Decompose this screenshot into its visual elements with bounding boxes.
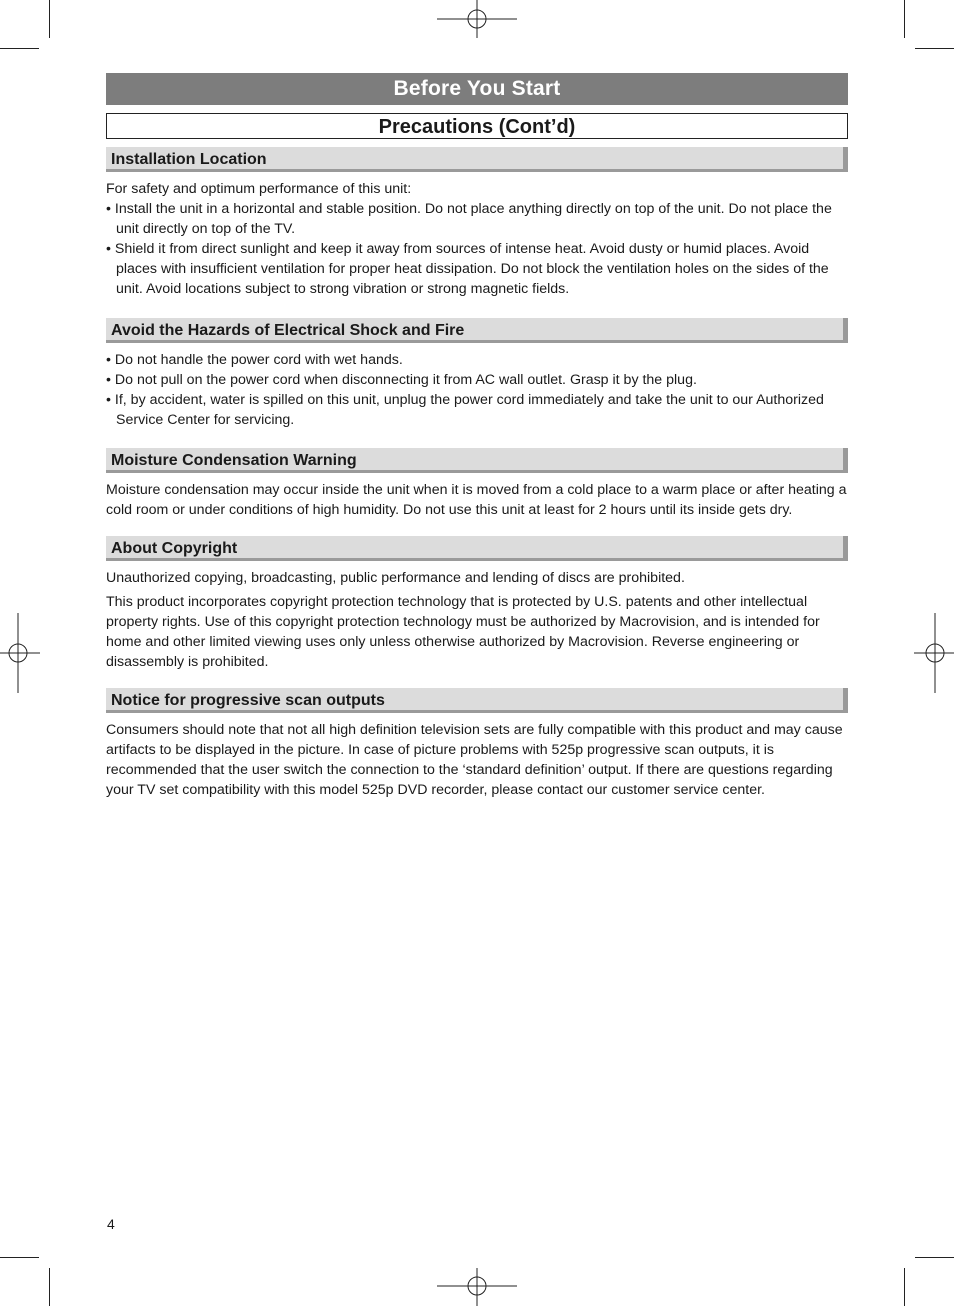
- bullet-item: • Do not pull on the power cord when disconnecting it from AC wall outlet. Grasp it by the plug.: [106, 372, 697, 388]
- crop-mark: [49, 0, 50, 38]
- section-body: [106, 568, 848, 672]
- paragraph: Unauthorized copying, broadcasting, public performance and lending of discs are prohibited.: [106, 570, 685, 586]
- section-heading: Installation Location: [106, 147, 848, 172]
- registration-mark-icon: [437, 1266, 517, 1306]
- registration-mark-icon: [437, 0, 517, 40]
- page-content: [106, 73, 848, 800]
- crop-mark: [904, 0, 905, 38]
- section-heading: Notice for progressive scan outputs: [106, 688, 848, 713]
- crop-mark: [0, 1257, 39, 1258]
- paragraph: For safety and optimum performance of this unit:: [106, 181, 412, 197]
- section-heading: Avoid the Hazards of Electrical Shock and Fire: [106, 318, 848, 343]
- crop-mark: [915, 48, 954, 49]
- chapter-banner: Before You Start: [106, 73, 848, 105]
- crop-mark: [915, 1257, 954, 1258]
- page-number: 4: [107, 1216, 115, 1232]
- registration-mark-icon: [914, 613, 954, 693]
- bullet-item: • Shield it from direct sunlight and keep it away from sources of intense heat. Avoid dusty or humid places. Avoid places with insufficient ventilation for proper heat dissipation. Do not block the ventilation holes on the sides of the unit. Avoid locations subject to strong vibration or strong magnetic fields.: [106, 241, 829, 297]
- crop-mark: [0, 48, 39, 49]
- page-title: Precautions (Cont’d): [106, 113, 848, 139]
- paragraph: Consumers should note that not all high definition television sets are fully compatible with this product and may cause artifacts to be displayed in the picture. In case of picture problems with 525p progressive scan outputs, it is recommended that the user switch the connection to the ‘standard definition’ output. If there are questions regarding your TV set compatibility with this model 525p DVD recorder, please contact our customer service center.: [106, 722, 843, 798]
- section-heading: Moisture Condensation Warning: [106, 448, 848, 473]
- registration-mark-icon: [0, 613, 40, 693]
- section-body: [106, 179, 848, 299]
- section-body: [106, 720, 848, 800]
- section-body: [106, 350, 848, 430]
- paragraph: This product incorporates copyright protection technology that is protected by U.S. patents and other intellectual property rights. Use of this copyright protection technology must be authorized by Macrovision, and is intended for home and other limited viewing uses only unless otherwise authorized by Macrovision. Reverse engineering or disassembly is prohibited.: [106, 594, 820, 670]
- bullet-item: • Install the unit in a horizontal and stable position. Do not place anything directly on top of the unit. Do not place the unit directly on top of the TV.: [106, 201, 832, 237]
- crop-mark: [49, 1268, 50, 1306]
- section-heading: About Copyright: [106, 536, 848, 561]
- paragraph: Moisture condensation may occur inside the unit when it is moved from a cold place to a warm place or after heating a cold room or under conditions of high humidity. Do not use this unit at least for 2 hours until its inside gets dry.: [106, 482, 847, 518]
- bullet-item: • If, by accident, water is spilled on this unit, unplug the power cord immediately and take the unit to our Authorized Service Center for servicing.: [106, 392, 824, 428]
- section-body: [106, 480, 848, 520]
- crop-mark: [904, 1268, 905, 1306]
- bullet-item: • Do not handle the power cord with wet hands.: [106, 352, 403, 368]
